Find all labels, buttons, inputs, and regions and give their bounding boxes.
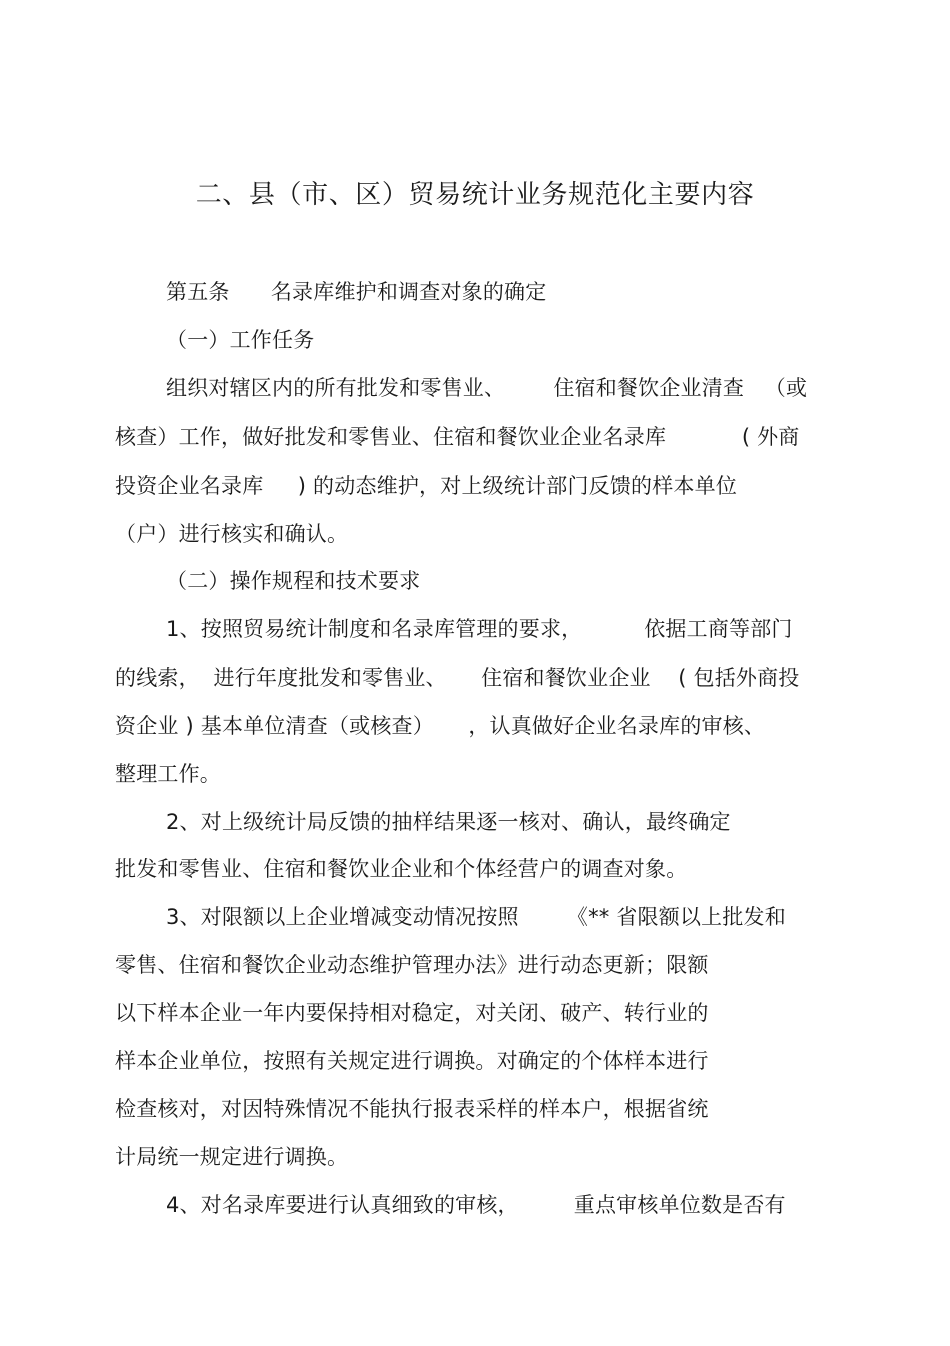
paragraph-line: 零售、住宿和餐饮企业动态维护管理办法》进行动态更新；限额	[115, 953, 709, 977]
paragraph-line: 检查核对，对因特殊情况不能执行报表采样的样本户，根据省统	[115, 1097, 709, 1121]
paragraph-line: （户）进行核实和确认。	[115, 522, 349, 546]
section-1-heading: （一）工作任务	[166, 328, 315, 352]
paragraph-line: 组织对辖区内的所有批发和零售业、 住宿和餐饮企业清查 （或	[166, 376, 808, 400]
document-title: 二、县（市、区）贸易统计业务规范化主要内容	[195, 180, 755, 210]
paragraph-line: 的线索， 进行年度批发和零售业、 住宿和餐饮业企业 ( 包括外商投	[115, 666, 800, 690]
paragraph-line: 资企业 ) 基本单位清查（或核查） ，认真做好企业名录库的审核、	[115, 714, 766, 738]
paragraph-line: 整理工作。	[115, 762, 221, 786]
paragraph-line: 2、对上级统计局反馈的抽样结果逐一核对、确认，最终确定	[166, 810, 731, 834]
paragraph-line: 样本企业单位，按照有关规定进行调换。对确定的个体样本进行	[115, 1049, 709, 1073]
paragraph-line: 以下样本企业一年内要保持相对稳定，对关闭、破产、转行业的	[115, 1001, 709, 1025]
paragraph-line: 3、对限额以上企业增减变动情况按照 《** 省限额以上批发和	[166, 905, 786, 929]
paragraph-line: 1、按照贸易统计制度和名录库管理的要求， 依据工商等部门	[166, 617, 793, 641]
paragraph-line: 投资企业名录库 ) 的动态维护，对上级统计部门反馈的样本单位	[115, 474, 738, 498]
paragraph-line: 计局统一规定进行调换。	[115, 1145, 349, 1169]
paragraph-line: 4、对名录库要进行认真细致的审核， 重点审核单位数是否有	[166, 1193, 786, 1217]
paragraph-line: 批发和零售业、住宿和餐饮业企业和个体经营户的调查对象。	[115, 857, 688, 881]
paragraph-line: 核查）工作，做好批发和零售业、住宿和餐饮业企业名录库 ( 外商	[115, 425, 800, 449]
section-2-heading: （二）操作规程和技术要求	[166, 569, 421, 593]
article-heading: 第五条 名录库维护和调查对象的确定	[166, 280, 547, 304]
